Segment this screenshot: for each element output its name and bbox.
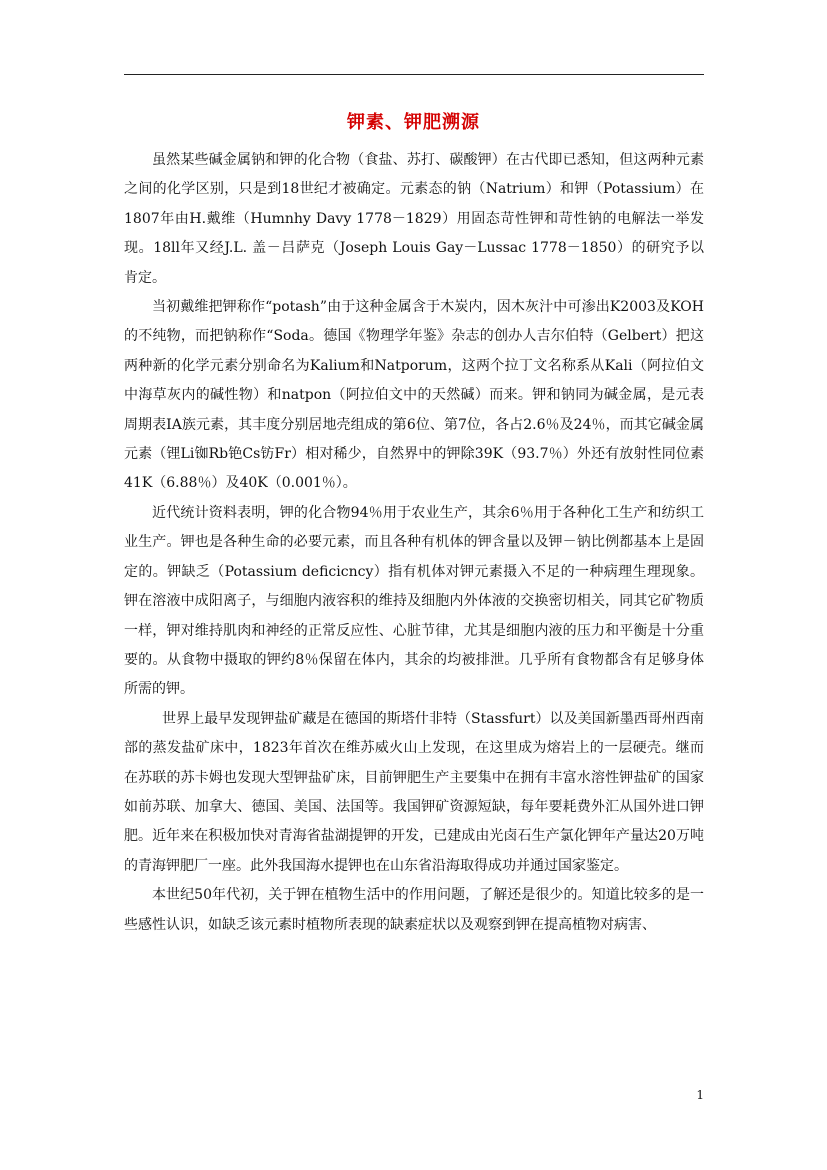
paragraph-3: 近代统计资料表明，钾的化合物94％用于农业生产，其余6％用于各种化工生产和纺织工业生产。钾也是各种生命的必要元素，而且各种有机体的钾含量以及钾－钠比例都基本上是固定的。钾缺乏（Potassium deficicncy）指有机体对钾元素摄入不足的一种病理生理现象。钾在溶液中成阳离子，与细胞内液容积的维持及细胞内外体液的交换密切相关，同其它矿物质一样，钾对维持肌肉和神经的正常反应性、心脏节律，尤其是细胞内液的压力和平衡是十分重要的。从食物中摄取的钾约8％保留在体内，其余的均被排泄。几乎所有食物都含有足够身体所需的钾。 [124, 504, 704, 698]
paragraph-1: 虽然某些碱金属钠和钾的化合物（食盐、苏打、碳酸钾）在古代即已悉知，但这两种元素之间的化学区别，只是到18世纪才被确定。元素态的钠（Natrium）和钾（Potassium）在1807年由H.戴维（Humnhy Davy 1778－1829）用固态苛性钾和苛性钠的电解法一举发现。18ll年又经J.L. 盖－吕萨克（Joseph Louis Gay－Lussac 1778－1850）的研究予以肯定。 [124, 152, 704, 286]
document-title: 钾素、钾肥溯源 [347, 112, 480, 133]
page-number: 1 [696, 1088, 704, 1102]
paragraph-2: 当初戴维把钾称作“potash”由于这种金属含于木炭内，因木灰汁中可渗出K2003及KOH的不纯物，而把钠称作“Soda。德国《物理学年鉴》杂志的创办人吉尔伯特（Gelbert）把这两种新的化学元素分别命名为Kalium和Natporum，这两个拉丁文名称系从Kali（阿拉伯文中海草灰内的碱性物）和natpon（阿拉伯文中的天然碱）而来。钾和钠同为碱金属，是元表周期表IA族元素，其丰度分别居地壳组成的第6位、第7位，各占2.6％及24％，而其它碱金属元素（锂Li铷Rb铯Cs钫Fr）相对稀少，自然界中的钾除39K（93.7％）外还有放射性同位素41K（6.88％）及40K（0.001％）。 [124, 299, 704, 492]
document-body [124, 146, 704, 940]
paragraph-4: 世界上最早发现钾盐矿藏是在德国的斯塔什非特（Stassfurt）以及美国新墨西哥州西南部的蒸发盐矿床中，1823年首次在维苏威火山上发现，在这里成为熔岩上的一层硬壳。继而在苏联的苏卡姆也发现大型钾盐矿床，目前钾肥生产主要集中在拥有丰富水溶性钾盐矿的国家如前苏联、加拿大、德国、美国、法国等。我国钾矿资源短缺，每年要耗费外汇从国外进口钾肥。近年来在积极加快对青海省盐湖提钾的开发，已建成由光卤石生产氯化钾年产量达20万吨的青海钾肥厂一座。此外我国海水提钾也在山东省沿海取得成功并通过国家鉴定。 [124, 710, 704, 874]
header-rule [124, 74, 704, 75]
paragraph-5: 本世纪50年代初，关于钾在植物生活中的作用问题，了解还是很少的。知道比较多的是一些感性认识，如缺乏该元素时植物所表现的缺素症状以及观察到钾在提高植物对病害、 [124, 887, 704, 933]
